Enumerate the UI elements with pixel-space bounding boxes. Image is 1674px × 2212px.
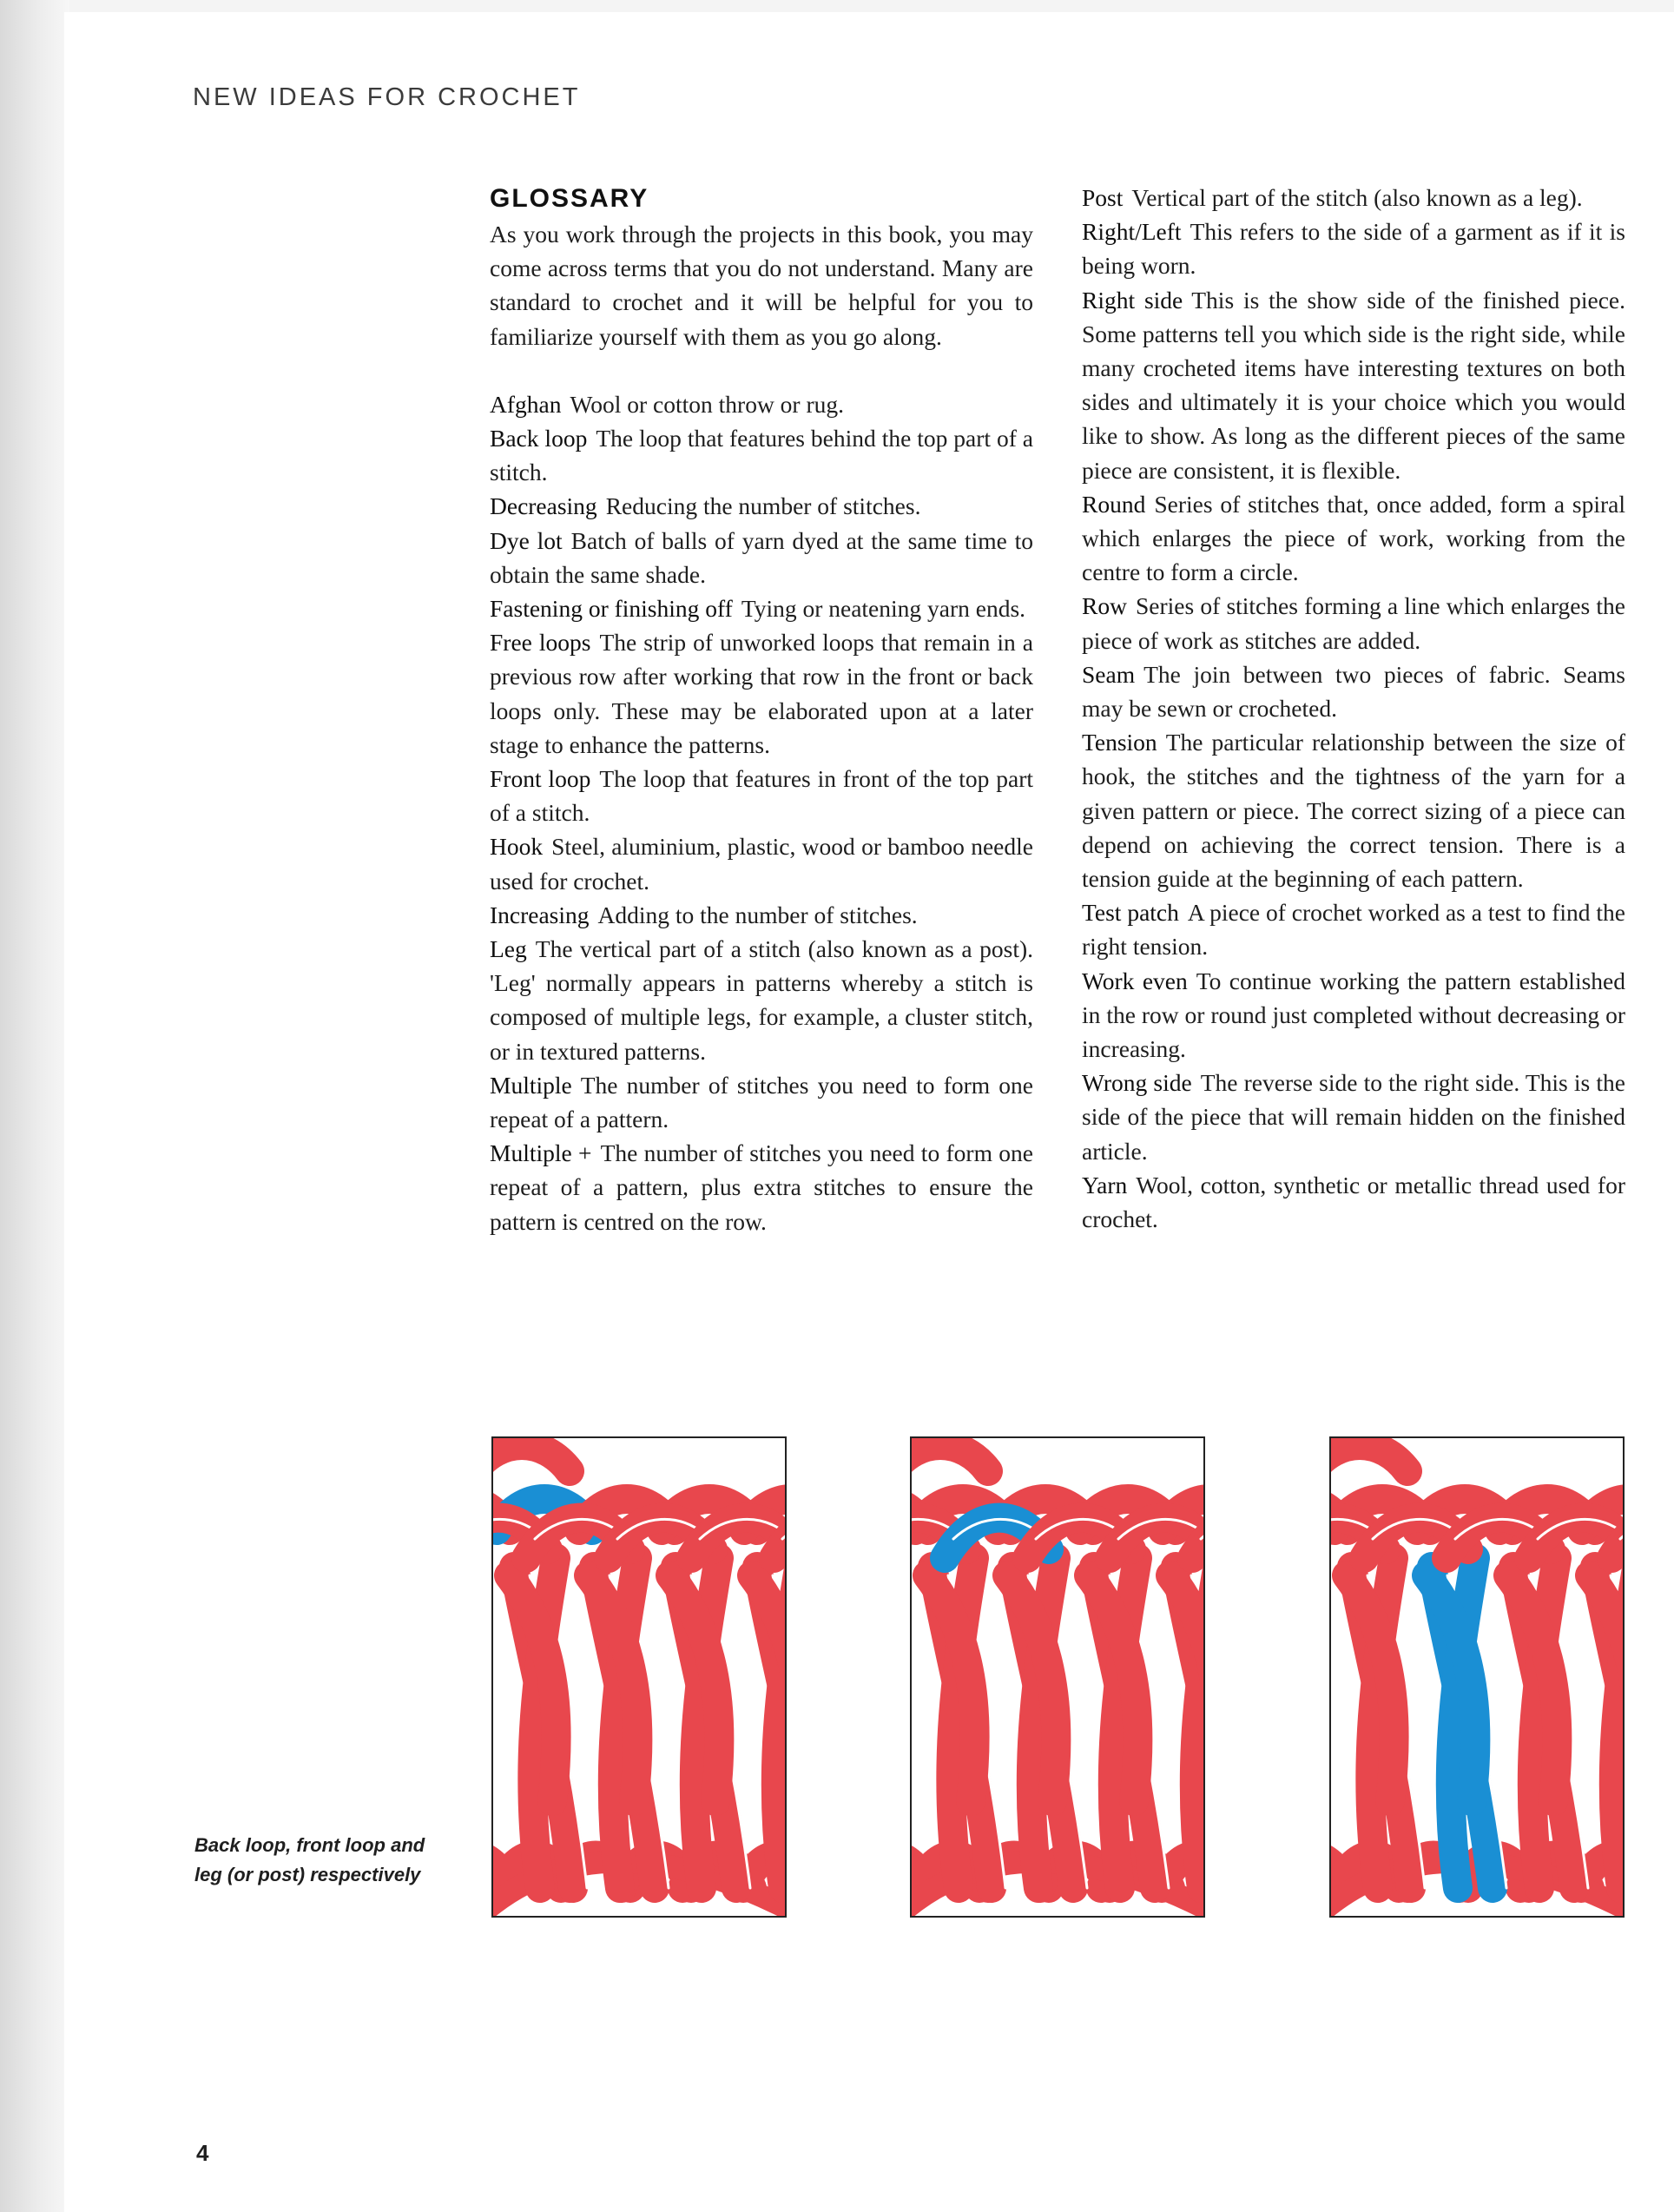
glossary-term: Wrong side bbox=[1082, 1069, 1192, 1097]
glossary-entry bbox=[1082, 487, 1625, 590]
glossary-definition: Batch of balls of yarn dyed at the same time to obtain the same shade. bbox=[490, 526, 1033, 588]
top-loop-strand bbox=[1329, 1445, 1407, 1471]
running-head: NEW IDEAS FOR CROCHET bbox=[193, 83, 581, 111]
glossary-term: Right side bbox=[1082, 286, 1183, 314]
glossary-entry bbox=[1082, 215, 1625, 282]
glossary-entry bbox=[1082, 964, 1625, 1066]
glossary-definition: This refers to the side of a garment as if it is being worn. bbox=[1082, 218, 1625, 280]
glossary-definition: The join between two pieces of fabric. Seams may be sewn or crocheted. bbox=[1082, 660, 1625, 723]
glossary-definition: Tying or neatening yarn ends. bbox=[741, 595, 1026, 623]
glossary-definition: Reducing the number of stitches. bbox=[605, 492, 921, 520]
back-loop-diagram bbox=[491, 1436, 787, 1918]
glossary-term: Tension bbox=[1082, 729, 1157, 756]
glossary-entry bbox=[490, 932, 1033, 1068]
glossary-term: Front loop bbox=[490, 765, 591, 793]
glossary-term: Increasing bbox=[490, 901, 590, 928]
top-loop-strand bbox=[910, 1445, 988, 1471]
glossary-entry bbox=[490, 524, 1033, 591]
glossary-entry-list-left bbox=[490, 387, 1033, 1238]
glossary-term: Afghan bbox=[490, 390, 562, 418]
glossary-entry bbox=[1082, 657, 1625, 725]
glossary-entry bbox=[490, 1136, 1033, 1238]
glossary-term: Post bbox=[1082, 184, 1124, 211]
top-loop-strand bbox=[491, 1445, 570, 1471]
glossary-definition: Wool or cotton throw or rug. bbox=[570, 390, 844, 418]
leg-diagram bbox=[1329, 1436, 1625, 1918]
glossary-entry bbox=[1082, 1168, 1625, 1236]
glossary-entry bbox=[490, 387, 1033, 421]
glossary-term: Yarn bbox=[1082, 1171, 1128, 1198]
glossary-entry bbox=[1082, 283, 1625, 487]
glossary-definition: Vertical part of the stitch (also known as a leg). bbox=[1131, 184, 1583, 211]
glossary-entry bbox=[1082, 181, 1625, 215]
glossary-term: Round bbox=[1082, 490, 1146, 518]
glossary-definition: Steel, aluminium, plastic, wood or bamboo needle used for crochet. bbox=[490, 833, 1033, 895]
glossary-entry bbox=[490, 762, 1033, 829]
glossary-definition: The number of stitches you need to form one repeat of a pattern, plus extra stitches to ensure the pattern is centred on the row. bbox=[490, 1139, 1033, 1235]
glossary-definition: The loop that features in front of the top part of a stitch. bbox=[490, 765, 1034, 827]
glossary-definition: Series of stitches forming a line which enlarges the piece of work as stitches are added. bbox=[1082, 592, 1625, 654]
glossary-term: Free loops bbox=[490, 629, 591, 657]
glossary-definition: Series of stitches that, once added, form a spiral which enlarges the piece of work, working from the centre to form a circle. bbox=[1082, 490, 1625, 586]
glossary-definition: The reverse side to the right side. This is the side of the piece that will remain hidden on the finished article. bbox=[1082, 1069, 1625, 1165]
glossary-term: Decreasing bbox=[490, 492, 597, 520]
glossary-term: Work even bbox=[1082, 967, 1188, 994]
glossary-term: Leg bbox=[490, 935, 527, 963]
figure-caption: Back loop, front loop and leg (or post) respectively bbox=[194, 1834, 425, 1885]
glossary-definition: Wool, cotton, synthetic or metallic thread used for crochet. bbox=[1082, 1171, 1625, 1233]
glossary-definition: To continue working the pattern established in the row or round just completed without decreasing or increasing. bbox=[1082, 967, 1625, 1063]
glossary-entry bbox=[490, 591, 1033, 625]
glossary-term: Test patch bbox=[1082, 899, 1179, 927]
glossary-term: Row bbox=[1082, 592, 1127, 620]
glossary-right-column bbox=[1082, 181, 1625, 1236]
glossary-term: Hook bbox=[490, 833, 544, 861]
glossary-definition: The loop that features behind the top part of a stitch. bbox=[490, 425, 1033, 486]
glossary-entry bbox=[1082, 725, 1625, 895]
glossary-definition: This is the show side of the finished piece. Some patterns tell you which side is the right side, while many crocheted items have interesting textures on both sides and ultimately it is your choice which you would like to show. As long as the different pieces of the same piece are consistent, it is flexible. bbox=[1082, 286, 1626, 484]
glossary-entry bbox=[490, 625, 1033, 762]
glossary-intro: As you work through the projects in this book, you may come across terms that you do not understand. Many are standard to crochet and it will be helpful for you to familiarize yourself with them as you go along. bbox=[490, 221, 1033, 350]
glossary-definition: Adding to the number of stitches. bbox=[597, 901, 918, 928]
glossary-term: Back loop bbox=[490, 425, 588, 452]
glossary-entry bbox=[490, 489, 1033, 523]
page-number: 4 bbox=[196, 2140, 209, 2166]
glossary-entry bbox=[490, 829, 1033, 897]
illustration-back-loop bbox=[491, 1436, 787, 1918]
glossary-term: Dye lot bbox=[490, 526, 563, 554]
glossary-entry-list-right bbox=[1082, 181, 1625, 1236]
glossary-entry bbox=[490, 421, 1033, 489]
glossary-definition: The strip of unworked loops that remain in a previous row after working that row in the front or back loops only. These may be elaborated upon at a later stage to enhance the patterns. bbox=[490, 629, 1033, 758]
glossary-definition: A piece of crochet worked as a test to find the right tension. bbox=[1082, 899, 1626, 961]
illustration-leg bbox=[1329, 1436, 1625, 1918]
glossary-definition: The particular relationship between the size of hook, the stitches and the tightness of the yarn for a given pattern or piece. The correct sizing of a piece can depend on achieving the correct tension. There is a tension guide at the beginning of each pattern. bbox=[1082, 729, 1625, 893]
glossary-title: GLOSSARY bbox=[490, 184, 649, 213]
glossary-term: Fastening or finishing off bbox=[490, 595, 733, 623]
glossary-entry bbox=[1082, 895, 1625, 963]
glossary-definition: The number of stitches you need to form one repeat of a pattern. bbox=[490, 1071, 1033, 1133]
glossary-term: Right/Left bbox=[1082, 218, 1182, 246]
glossary-entry bbox=[1082, 589, 1625, 657]
glossary-definition: The vertical part of a stitch (also known as a post). 'Leg' normally appears in patterns whereby a stitch is composed of multiple legs, for example, a cluster stitch, or in textured patterns. bbox=[490, 935, 1033, 1065]
book-gutter-shadow bbox=[0, 0, 69, 2212]
glossary-entry bbox=[490, 898, 1033, 932]
glossary-left-column bbox=[490, 181, 1033, 1238]
front-loop-diagram bbox=[910, 1436, 1205, 1918]
glossary-entry bbox=[490, 1068, 1033, 1136]
glossary-term: Seam bbox=[1082, 660, 1136, 688]
illustration-front-loop bbox=[910, 1436, 1205, 1918]
glossary-term: Multiple + bbox=[490, 1139, 592, 1167]
glossary-term: Multiple bbox=[490, 1071, 572, 1099]
glossary-entry bbox=[1082, 1066, 1625, 1168]
